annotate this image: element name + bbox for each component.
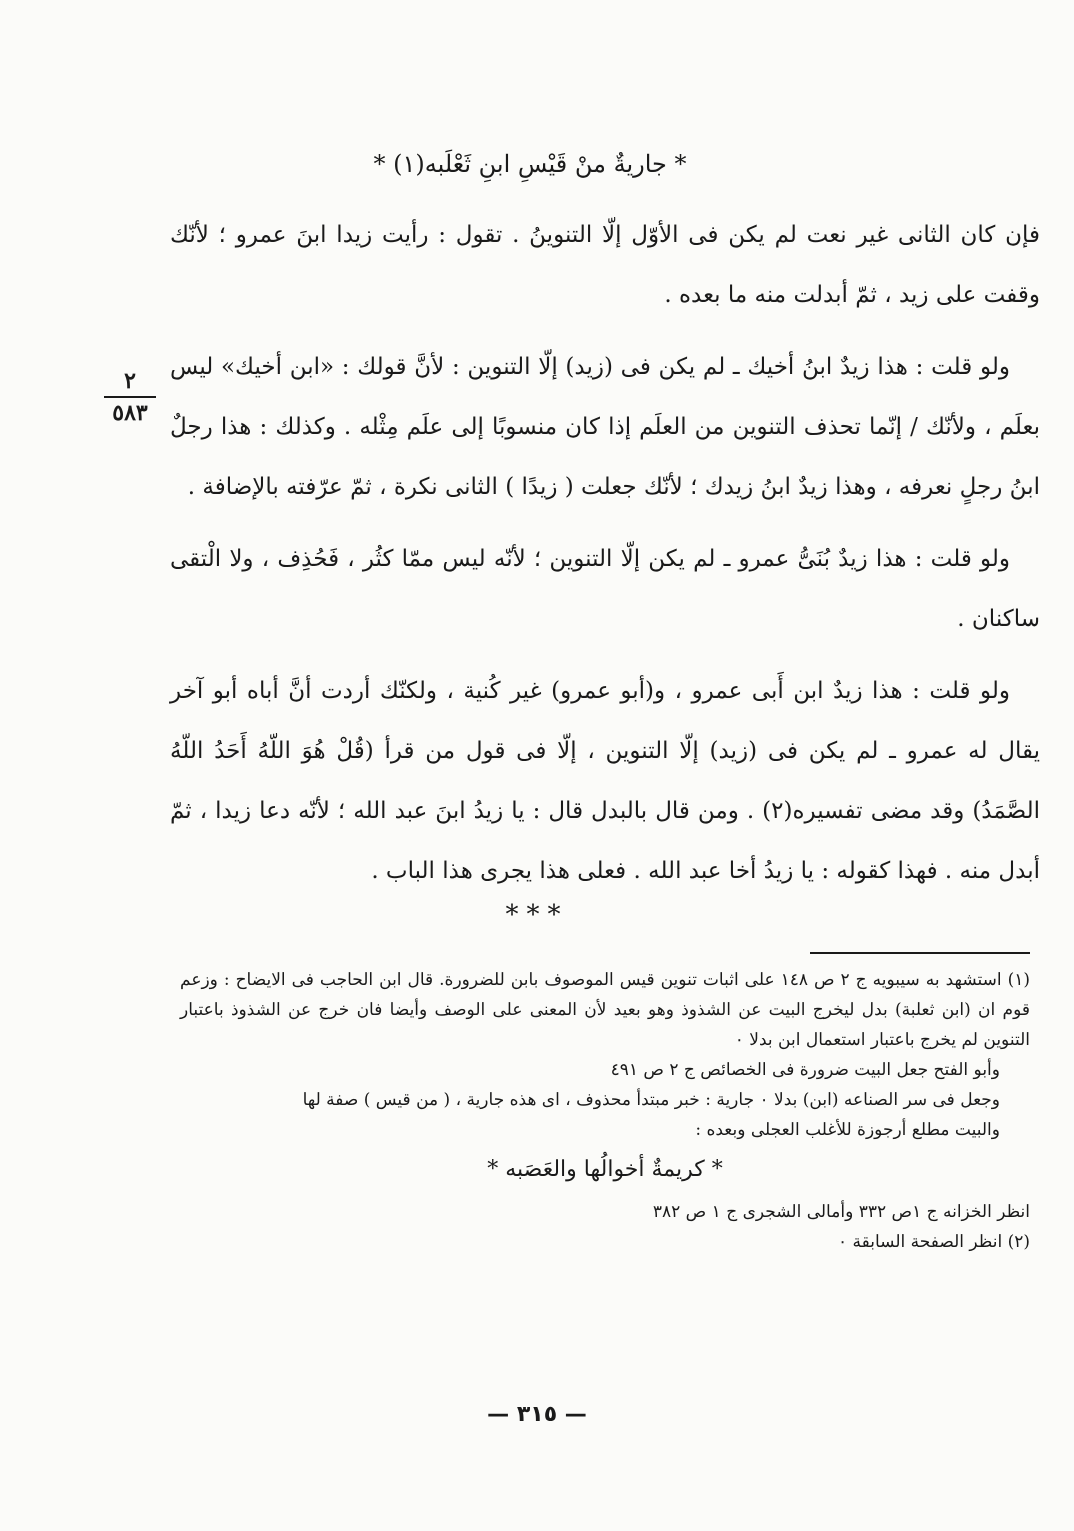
footnote-rule: [810, 952, 1030, 954]
footnote-item: (٢) انظر الصفحة السابقة ٠: [838, 1232, 1030, 1252]
paragraph: ولو قلت : هذا زيدٌ بُنَىُّ عمرو ـ لم يكن إلّا التنوين ؛ لأنّه ليس ممّا كثُر ، فَحُذِف ، ولا الْتقى ساكنان .: [170, 546, 1040, 632]
verse-heading: * جاريةٌ منْ قَيْسِ ابنِ ثَعْلَبه(١) *: [373, 150, 687, 178]
footnote-verse: * كريمةٌ أخوالُها والعَصَبه *: [487, 1157, 723, 1182]
margin-ref-denominator: ٥٨٣: [112, 400, 148, 426]
main-text: [170, 205, 1040, 913]
paragraph: ولو قلت : هذا زيدٌ ابنُ أخيك ـ لم يكن فى (زيد) إلّا التنوين : لأنَّ قولك : «ابن أخيك» ليس بعلَم ، ولأنّك / إنّما تحذف التنوين من العلَم إذا كان منسوبًا إلى علَم مِثْله . وكذلك : هذا رجلٌ ابنُ رجلٍ نعرفه ، وهذا زيدٌ ابنُ زيدك ؛ لأنّك جعلت ( زيدًا ) الثانى نكرة ، ثمّ عرّفته بالإضافة .: [170, 354, 1040, 500]
footnote-item: والبيت مطلع أرجوزة للأغلب العجلى وبعده :: [695, 1120, 1000, 1140]
page-number: — ٣١٥ —: [487, 1402, 587, 1427]
footnote-item: وأبو الفتح جعل البيت ضرورة فى الخصائص ج ٢ ص ٤٩١: [610, 1060, 1000, 1080]
footnote-item: وجعل فى سر الصناعه (ابن) بدلا ٠ جارية : خبر مبتدأ محذوف ، اى هذه جارية ، ( من قيس ) صفة لها: [302, 1090, 1000, 1110]
paragraph: ولو قلت : هذا زيدٌ ابن أَبى عمرو ، و(أبو عمرو) غير كُنية ، ولكنّك أردت أنَّ أباه أبو آخر يقال له عمرو ـ لم يكن فى (زيد) إلّا التنوين ، إلّا فى قول من قرأ (قُلْ هُوَ اللّهُ أَحَدُ اللّهُ الصَّمَدُ) وقد مضى تفسيره(٢) . ومن قال بالبدل قال : يا زيدُ ابنَ عبد الله ؛ لأنّه دعا زيدا ، ثمّ أبدل منه . فهذا كقوله : يا زيدُ أخا عبد الله . فعلى هذا يجرى هذا الباب .: [170, 678, 1041, 884]
footnote-item: (١) استشهد به سيبويه ج ٢ ص ١٤٨ على اثبات تنوين قيس الموصوف بابن للضرورة. قال ابن الحاجب فى الايضاح : وزعم قوم ان (ابن ثعلبة) بدل ليخرج البيت عن الشذوذ وهو بعيد لأن المعنى على الوصف وأيضا فان خرج عن الشذوذ باعتبار التنوين لم يخرج باعتبار استعمال ابن بدلا ٠: [180, 970, 1030, 1050]
section-separator: ***: [505, 900, 569, 930]
footnotes: [180, 965, 1030, 1257]
paragraph: فإن كان الثانى غير نعت لم يكن فى الأوّل إلّا التنوينُ . تقول : رأيت زيدا ابنَ عمرو ؛ لأنّك وقفت على زيد ، ثمّ أبدلت منه ما بعده .: [170, 222, 1040, 308]
footnote-item: انظر الخزانه ج ١ص ٣٣٢ وأمالى الشجرى ج ١ ص ٣٨٢: [652, 1202, 1030, 1222]
margin-page-reference: [100, 370, 160, 424]
margin-ref-numerator: ٢: [124, 368, 136, 394]
